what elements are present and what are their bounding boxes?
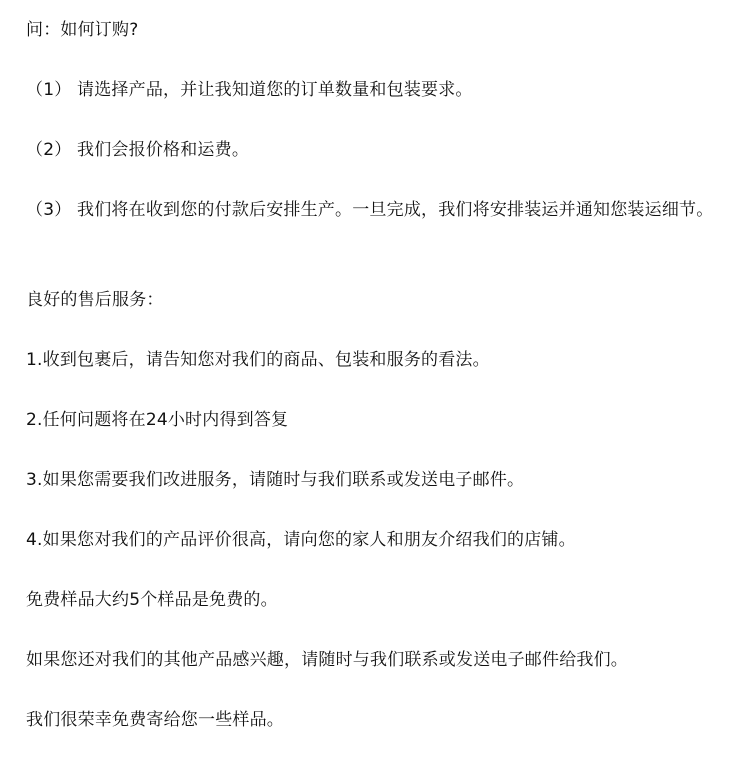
after-sales-item-1: 1.收到包裹后，请告知您对我们的商品、包装和服务的看法。 bbox=[26, 350, 490, 370]
order-step-3: （3） 我们将在收到您的付款后安排生产。一旦完成，我们将安排装运并通知您装运细节。 bbox=[26, 200, 714, 220]
order-step-2: （2） 我们会报价格和运费。 bbox=[26, 140, 250, 160]
after-sales-item-3: 3.如果您需要我们改进服务，请随时与我们联系或发送电子邮件。 bbox=[26, 470, 525, 490]
order-question: 问：如何订购? bbox=[26, 20, 139, 40]
other-products-text: 如果您还对我们的其他产品感兴趣，请随时与我们联系或发送电子邮件给我们。 bbox=[26, 650, 628, 670]
honor-samples-text: 我们很荣幸免费寄给您一些样品。 bbox=[26, 710, 284, 730]
after-sales-item-4: 4.如果您对我们的产品评价很高，请向您的家人和朋友介绍我们的店铺。 bbox=[26, 530, 576, 550]
after-sales-heading: 良好的售后服务： bbox=[26, 290, 164, 310]
free-samples-text: 免费样品大约5个样品是免费的。 bbox=[26, 590, 278, 610]
order-step-1: （1） 请选择产品，并让我知道您的订单数量和包装要求。 bbox=[26, 80, 473, 100]
after-sales-item-2: 2.任何问题将在24小时内得到答复 bbox=[26, 410, 289, 430]
